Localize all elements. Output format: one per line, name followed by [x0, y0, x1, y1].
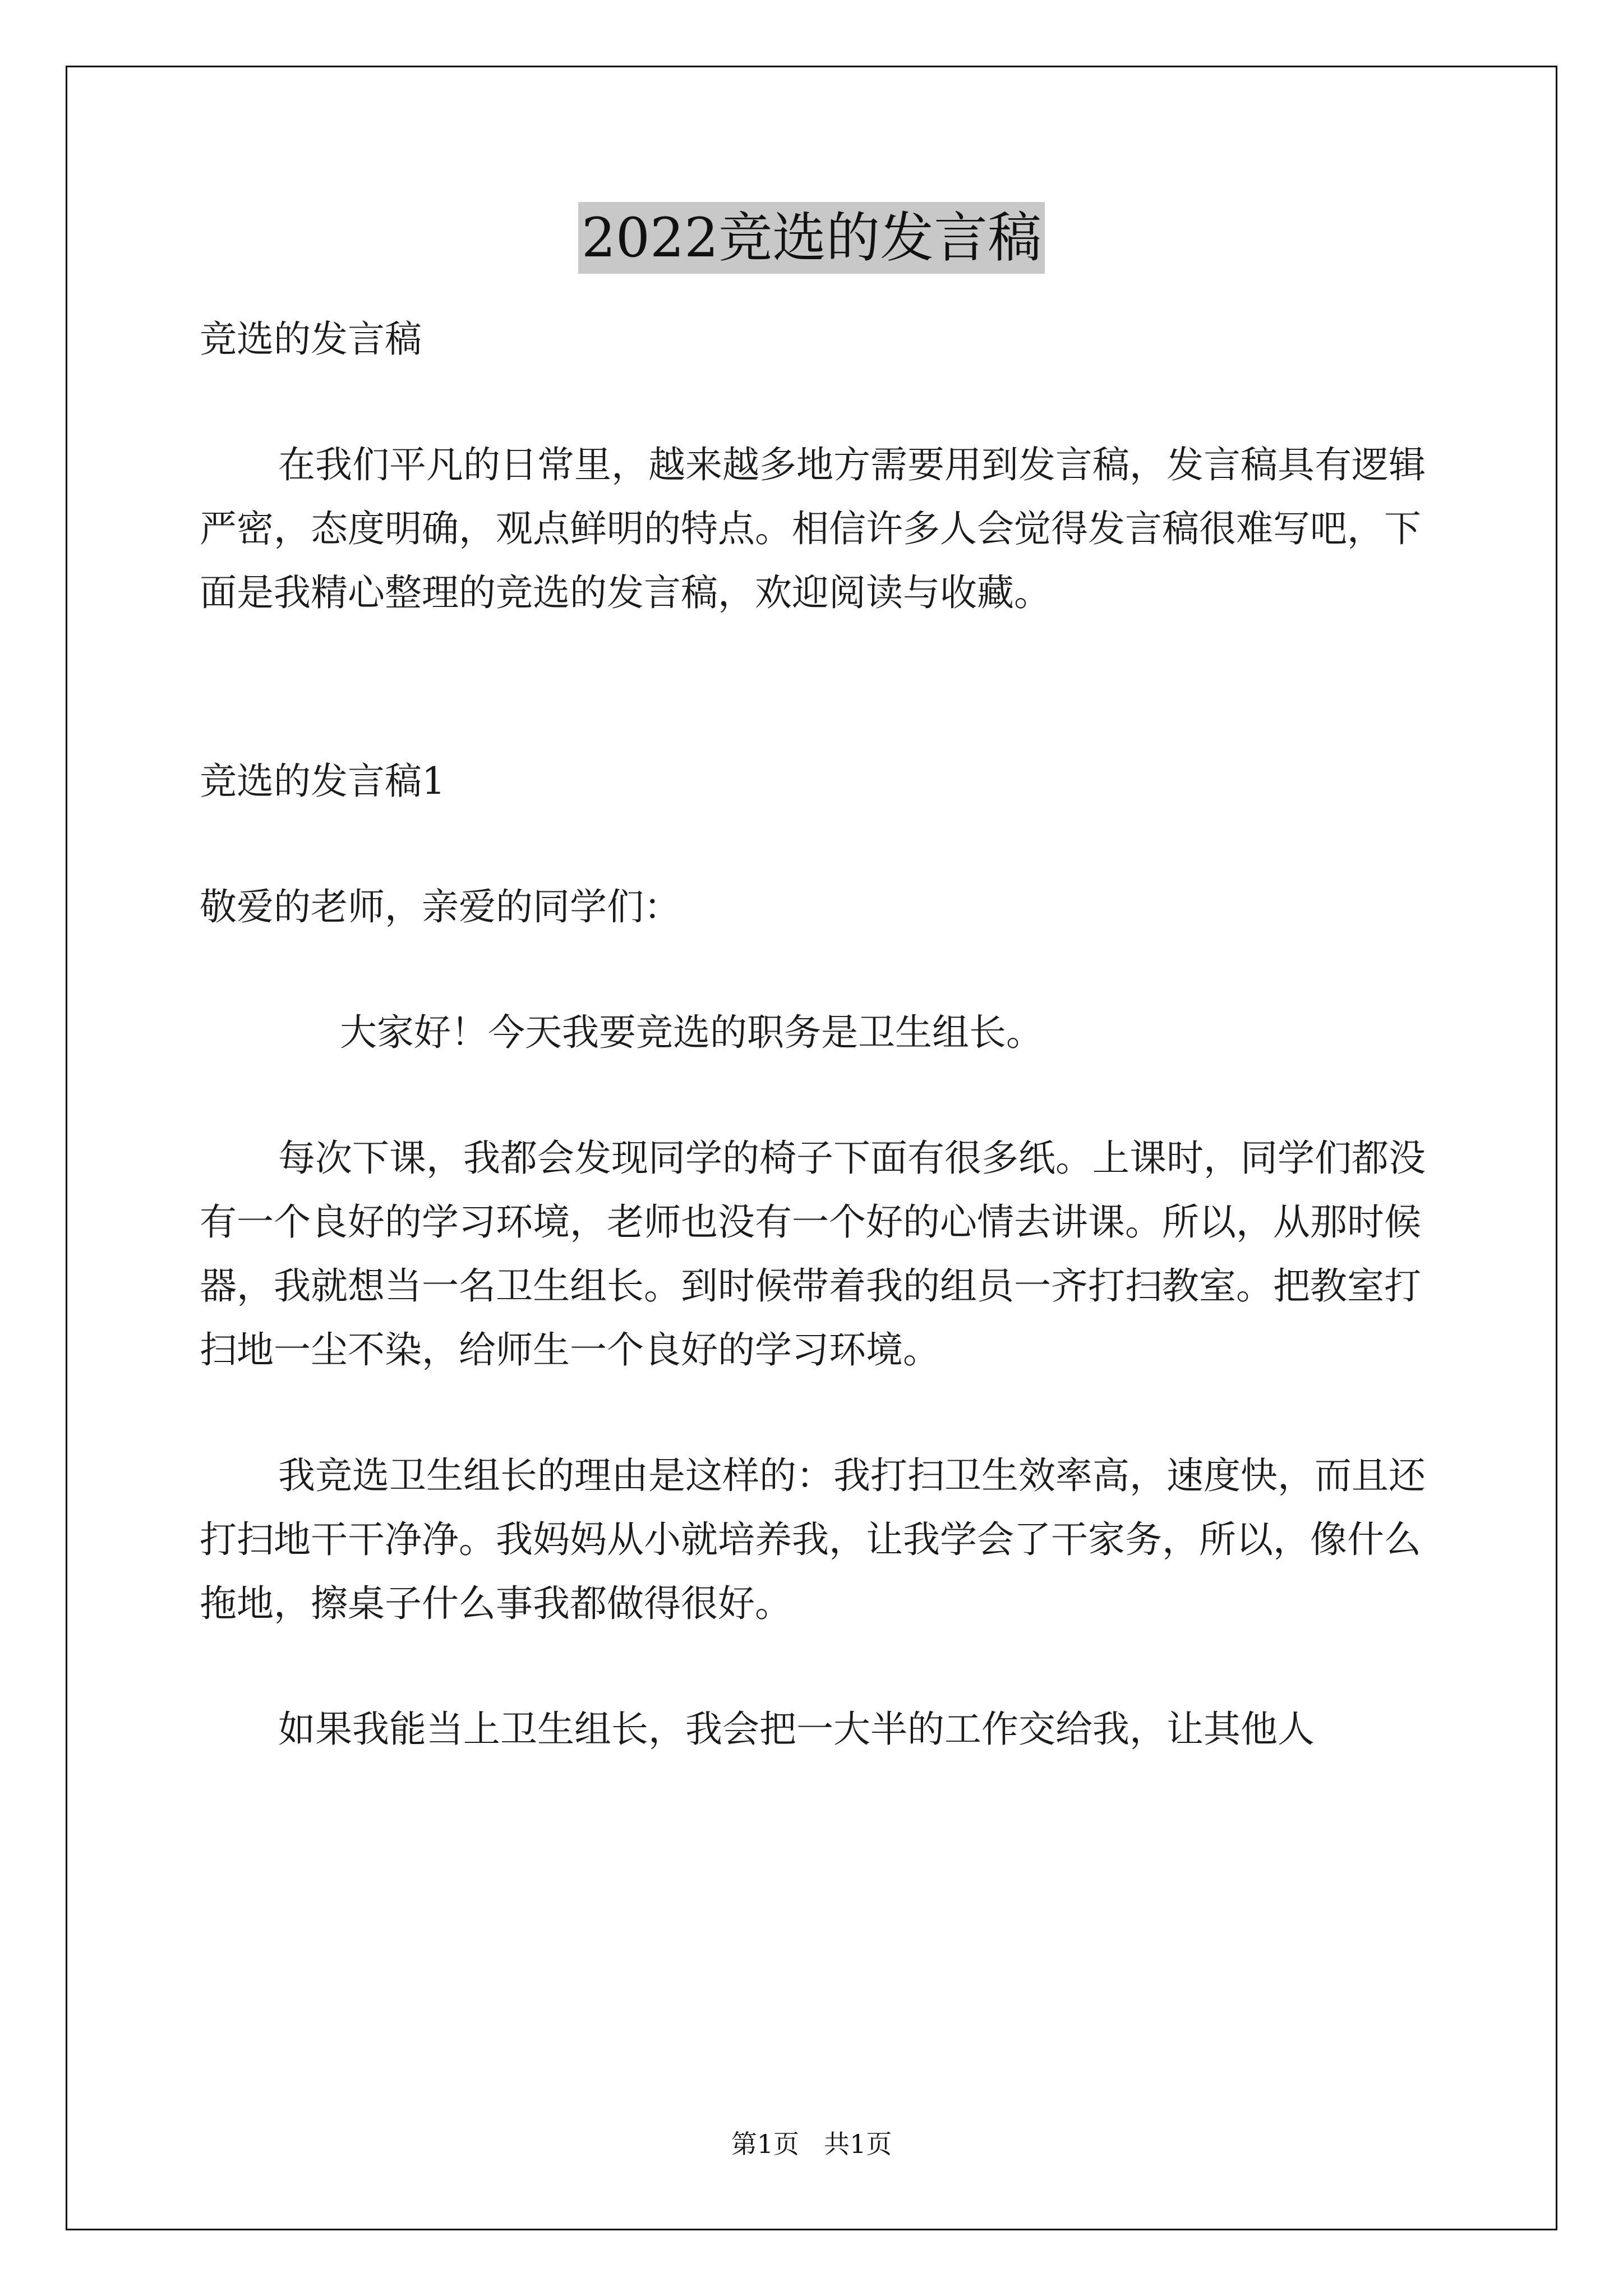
section-heading: 竞选的发言稿1	[200, 760, 445, 803]
document-body	[200, 307, 1430, 1761]
body-paragraph: 我竞选卫生组长的理由是这样的：我打扫卫生效率高，速度快，而且还打扫地干干净净。我妈妈从小就培养我，让我学会了干家务，所以，像什么拖地，擦桌子什么事我都做得很好。	[200, 1454, 1426, 1625]
subtitle-paragraph: 竞选的发言稿	[200, 318, 422, 361]
page-total: 共1页	[823, 2129, 892, 2159]
greeting-paragraph: 大家好！今天我要竞选的职务是卫生组长。	[340, 1011, 1043, 1054]
title-container	[0, 202, 1623, 274]
intro-paragraph: 在我们平凡的日常里，越来越多地方需要用到发言稿，发言稿具有逻辑严密，态度明确，观点鲜明的特点。相信许多人会觉得发言稿很难写吧，下面是我精心整理的竞选的发言稿，欢迎阅读与收藏。	[200, 443, 1426, 614]
page-number: 第1页	[731, 2129, 800, 2159]
body-paragraph: 如果我能当上卫生组长，我会把一大半的工作交给我，让其他人	[278, 1708, 1315, 1751]
body-paragraph: 每次下课，我都会发现同学的椅子下面有很多纸。上课时，同学们都没有一个良好的学习环境，老师也没有一个好的心情去讲课。所以，从那时候器，我就想当一名卫生组长。到时候带着我的组员一齐打扫教室。把教室打扫地一尘不染，给师生一个良好的学习环境。	[200, 1137, 1426, 1372]
salutation-paragraph: 敬爱的老师，亲爱的同学们：	[200, 885, 681, 928]
page-footer	[0, 2127, 1623, 2161]
document-title: 2022竞选的发言稿	[578, 202, 1045, 274]
